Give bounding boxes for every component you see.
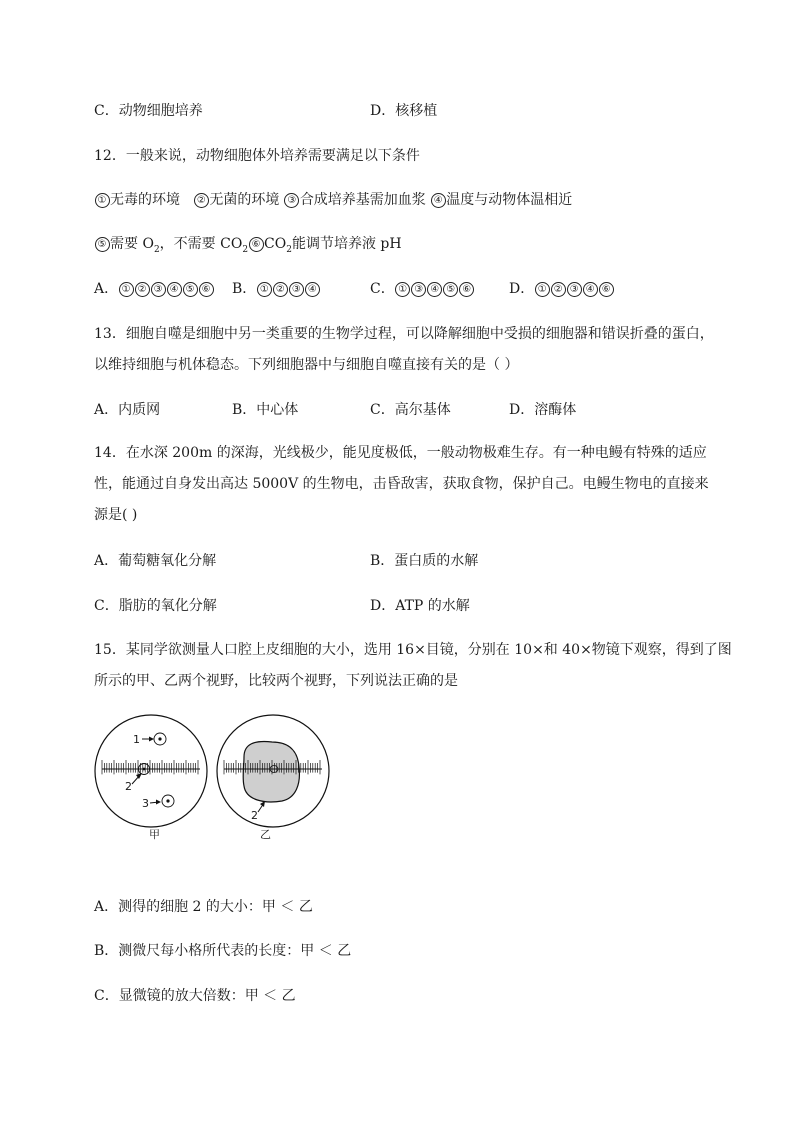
mark: ②: [273, 282, 288, 297]
q13-stem-line2: 以维持细胞与机体稳态。下列细胞器中与细胞自噬直接有关的是（ ）: [94, 357, 519, 373]
q15-option-c: C．显微镜的放大倍数：甲 ＜ 乙: [94, 988, 296, 1004]
mark: ①: [257, 282, 272, 297]
q14-option-d: D．ATP 的水解: [370, 598, 470, 614]
q12-conditions-row1: [94, 190, 572, 210]
q12-conditions-row2: ⑤ 需要 $O_2$，不需要 $CO_2$ ⑥ $CO_2$能调节培养液 pH: [94, 234, 402, 260]
mark: ①: [119, 282, 134, 297]
mark: ④: [427, 282, 442, 297]
cell-label-3: 3: [142, 797, 149, 810]
microscope-fields-figure: [94, 712, 344, 842]
mark: ⑥: [459, 282, 474, 297]
arrowhead-3: [156, 800, 161, 805]
mark: ⑤: [443, 282, 458, 297]
q12-cond-6b: 能调节培养液 pH: [291, 236, 402, 252]
mark: ④: [583, 282, 598, 297]
q11-option-c: C．动物细胞培养: [94, 103, 203, 119]
mark-6: ⑥: [249, 237, 264, 252]
q12-cond-1: 无毒的环境: [110, 192, 180, 208]
q14-stem-line1: 14．在水深 200m 的深海，光线极少，能见度极低，一般动物极难生存。有一种电鳗有特殊的适应: [94, 445, 707, 461]
q15-stem-line1: 15．某同学欲测量人口腔上皮细胞的大小，选用 16×目镜，分别在 10×和 40×物镜下观察，得到了图: [94, 642, 732, 658]
option-prefix: C．: [370, 281, 395, 297]
q12-option-c: [370, 279, 475, 299]
q13-option-a: A．内质网: [94, 402, 161, 418]
mark: ②: [135, 282, 150, 297]
mark-3: ③: [284, 193, 299, 208]
mark: ⑤: [183, 282, 198, 297]
q12-option-d: [509, 279, 614, 299]
mark: ③: [151, 282, 166, 297]
q13-stem-line1: 13．细胞自噬是细胞中另一类重要的生物学过程，可以降解细胞中受损的细胞器和错误折叠的蛋白，: [94, 326, 714, 342]
q14-stem-line3: 源是( ): [94, 507, 138, 523]
q14-option-b: B．蛋白质的水解: [370, 553, 479, 569]
mark: ④: [167, 282, 182, 297]
mark: ①: [395, 282, 410, 297]
q12-option-b: [232, 279, 320, 299]
q13-option-b: B．中心体: [232, 402, 299, 418]
mark: ⑥: [199, 282, 214, 297]
micrometer-ruler-left: [102, 760, 200, 774]
q12-cond-5a: 需要 O: [110, 236, 154, 252]
q14-option-a: A．葡萄糖氧化分解: [94, 553, 217, 569]
mark: ③: [411, 282, 426, 297]
q15-option-a: A．测得的细胞 2 的大小：甲 ＜ 乙: [94, 899, 313, 915]
mark: ⑥: [599, 282, 614, 297]
field-label-yi: 乙: [260, 828, 271, 841]
option-prefix: A．: [94, 281, 119, 297]
mark: ③: [289, 282, 304, 297]
mark-4: ④: [431, 193, 446, 208]
q11-option-d: D．核移植: [370, 103, 438, 119]
q12-cond-5b: ，不需要 CO: [159, 236, 243, 252]
q12-cond-6a: CO: [264, 236, 287, 252]
cell-label-1: 1: [133, 733, 140, 746]
mark: ③: [567, 282, 582, 297]
q13-option-c: C．高尔基体: [370, 402, 451, 418]
mark: ④: [305, 282, 320, 297]
microscope-fields-svg: [94, 712, 344, 842]
cell-label-2-right: 2: [251, 809, 258, 822]
q15-option-b: B．测微尺每小格所代表的长度：甲 ＜ 乙: [94, 943, 352, 959]
q12-cond-3: 合成培养基需加血浆: [299, 192, 426, 208]
q13-option-d: D．溶酶体: [509, 402, 577, 418]
cell-3-nucleus: [166, 799, 169, 802]
option-prefix: B．: [232, 281, 257, 297]
q14-stem-line2: 性，能通过自身发出高达 5000V 的生物电，击昏敌害，获取食物，保护自己。电鳗生物电的直接来: [94, 476, 709, 492]
q12-cond-4: 温度与动物体温相近: [446, 192, 573, 208]
q15-stem-line2: 所示的甲、乙两个视野，比较两个视野，下列说法正确的是: [94, 673, 458, 689]
q12-stem: 12．一般来说，动物细胞体外培养需要满足以下条件: [94, 148, 420, 164]
q12-cond-2: 无菌的环境: [209, 192, 280, 208]
option-prefix: D．: [509, 281, 535, 297]
cell-1-nucleus: [158, 737, 161, 740]
mark: ②: [551, 282, 566, 297]
field-label-jia: 甲: [149, 828, 160, 841]
q14-option-c: C．脂肪的氧化分解: [94, 598, 217, 614]
cell-label-2-left: 2: [125, 780, 132, 793]
mark-2: ②: [194, 193, 209, 208]
mark-1: ①: [95, 193, 110, 208]
mark: ①: [535, 282, 550, 297]
arrowhead-1: [149, 737, 154, 742]
q12-option-a: [94, 279, 214, 299]
mark-5: ⑤: [95, 237, 110, 252]
